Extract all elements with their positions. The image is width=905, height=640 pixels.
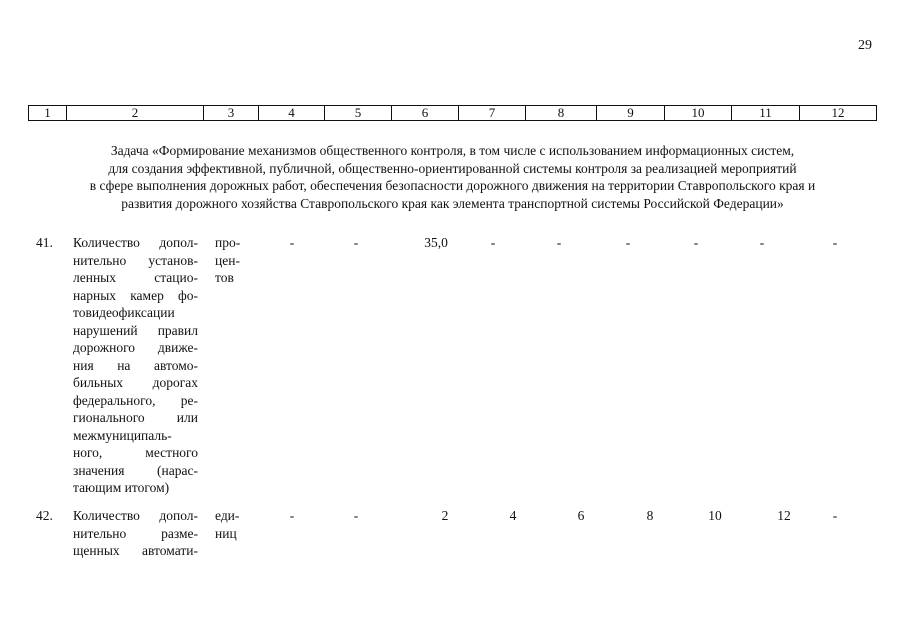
value-cell: 2 (441, 508, 449, 523)
column-header-11: 11 (732, 106, 800, 121)
indicator-name-line: дорожного движе- (73, 340, 198, 355)
unit-line: еди- (215, 508, 240, 523)
indicator-name-line: бильных дорогах (73, 375, 198, 390)
value-cell: 6 (577, 508, 585, 523)
column-header-1: 1 (29, 106, 67, 121)
task-title-line: развития дорожного хозяйства Ставропольского края как элемента транспортной системы Российской Федерации» (121, 195, 784, 211)
value-cell: - (289, 508, 295, 523)
unit-of-measure (215, 234, 255, 287)
task-title-line: в сфере выполнения дорожных работ, обеспечения безопасности дорожного движения на территории Ставропольского края и (89, 178, 816, 193)
column-header-6: 6 (392, 106, 459, 121)
indicator-name-line: щенных автомати- (73, 543, 198, 558)
row-number: 41. (36, 235, 53, 250)
indicator-name-line: нарных камер фо- (73, 287, 198, 303)
column-header-12: 12 (800, 106, 877, 121)
indicator-name-line: значения (нарас- (73, 462, 198, 478)
indicator-name-line: тающим итогом) (73, 480, 170, 495)
task-title-line: для создания эффективной, публичной, общественно-ориентированной системы контроля за реализацией мероприятий (108, 160, 797, 176)
indicator-name-line: межмуниципаль- (73, 427, 172, 443)
indicator-name-line: ного, местного (73, 445, 198, 460)
indicator-name-line: Количество допол- (73, 235, 198, 250)
column-header-7: 7 (459, 106, 526, 121)
indicator-name-line: нарушений правил (73, 322, 198, 338)
column-header-3: 3 (204, 106, 259, 121)
column-header-9: 9 (597, 106, 665, 121)
column-header-8: 8 (526, 106, 597, 121)
row-number: 42. (36, 508, 53, 523)
task-title (20, 142, 885, 212)
value-cell: - (693, 235, 699, 250)
unit-line: цен- (215, 252, 240, 268)
value-cell: 8 (646, 508, 654, 523)
unit-line: про- (215, 235, 241, 250)
value-cell: 4 (509, 508, 517, 523)
indicator-name-line: товидеофиксации (73, 305, 175, 320)
value-cell: - (832, 508, 838, 523)
value-cell: - (490, 235, 496, 250)
value-cell: 12 (777, 508, 791, 523)
value-cell: - (289, 235, 295, 250)
value-cell: - (832, 235, 838, 250)
indicator-name-line: Количество допол- (73, 508, 198, 523)
task-title-line: Задача «Формирование механизмов общественного контроля, в том числе с использованием информационных систем, (110, 143, 795, 158)
value-cell: 35,0 (424, 235, 448, 250)
value-cell: - (759, 235, 765, 250)
indicator-name (73, 234, 198, 497)
unit-line: ниц (215, 525, 237, 541)
column-number-header (28, 105, 877, 121)
indicator-name-line: ленных стацио- (73, 270, 198, 285)
indicator-name-line: федерального, ре- (73, 392, 198, 408)
column-header-5: 5 (325, 106, 392, 121)
indicator-name (73, 507, 198, 560)
indicator-name-line: нительно разме- (73, 525, 198, 541)
column-header-4: 4 (259, 106, 325, 121)
unit-of-measure (215, 507, 255, 542)
value-cell: - (625, 235, 631, 250)
indicator-name-line: гионального или (73, 410, 198, 425)
indicator-name-line: нительно установ- (73, 252, 198, 268)
value-cell: 10 (708, 508, 722, 523)
page-number: 29 (858, 38, 872, 53)
column-header-2: 2 (67, 106, 204, 121)
value-cell: - (556, 235, 562, 250)
value-cell: - (353, 508, 359, 523)
unit-line: тов (215, 270, 234, 285)
column-header-10: 10 (665, 106, 732, 121)
indicator-name-line: ния на автомо- (73, 357, 198, 373)
value-cell: - (353, 235, 359, 250)
